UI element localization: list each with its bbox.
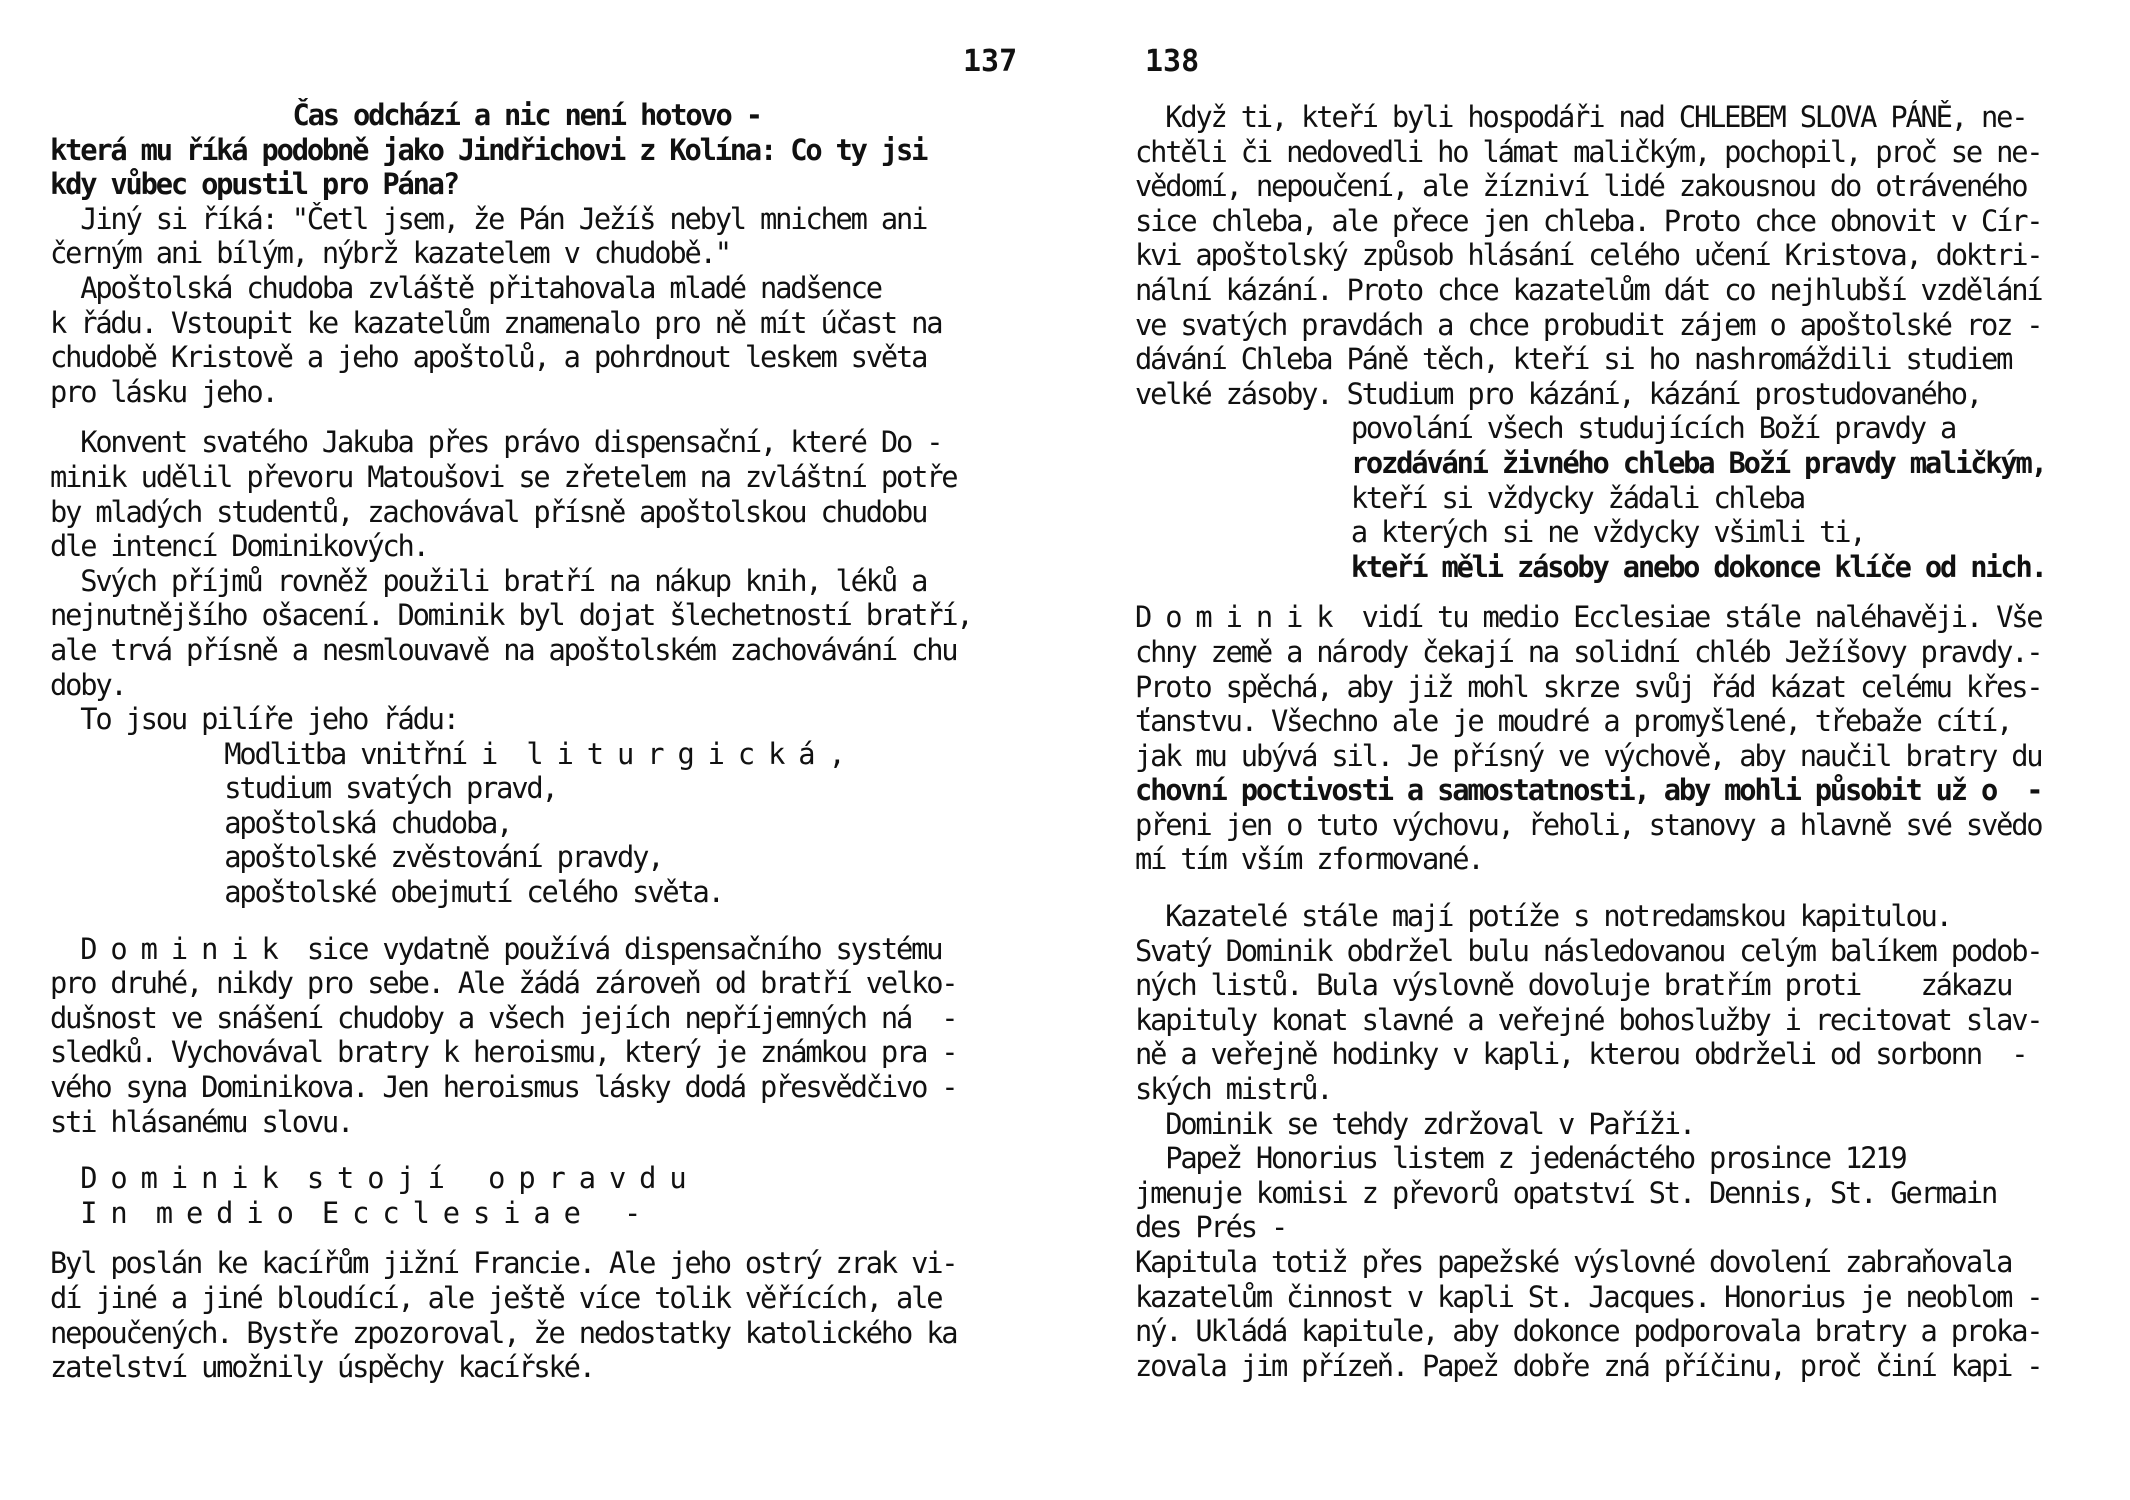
text-line: a kterých si ne vždycky všimli ti,	[1350, 515, 1865, 550]
text-line: zatelství umožnily úspěchy kacířské.	[50, 1350, 594, 1385]
text-line: Dominik se tehdy zdržoval v Paříži.	[1135, 1106, 1694, 1141]
text-line: chny země a národy čekají na solidní chléb Ježíšovy pravdy.-	[1135, 634, 2042, 669]
list-item: apoštolská chudoba,	[224, 805, 512, 840]
text-line: D o m i n i k sice vydatně používá dispensačního systému	[50, 931, 942, 966]
text-line: doby.	[50, 667, 126, 702]
text-line: des Prés -	[1135, 1210, 1287, 1245]
chapter-title: Čas odchází a nic není hotovo -	[292, 98, 761, 132]
text-line: Apoštolská chudoba zvláště přitahovala mladé nadšence	[50, 270, 881, 305]
text-line: nejnutnějšího ošacení. Dominik byl dojat šlechetností bratří,	[50, 598, 972, 633]
text-line: která mu říká podobně jako Jindřichovi z Kolína: Co ty jsi	[50, 132, 927, 167]
text-line: dí jiné a jiné bloudící, ale ještě více tolik věřících, ale	[50, 1281, 942, 1315]
right-page	[1135, 0, 2130, 1500]
text-line: To jsou pilíře jeho řádu:	[50, 702, 458, 737]
text-line: kapituly konat slavné a veřejné bohoslužby i recitovat slav-	[1135, 1002, 2042, 1037]
text-line: dle intencí Dominikových.	[50, 529, 428, 564]
text-line: ve svatých pravdách a chce probudit zájem o apoštolské roz -	[1135, 307, 2042, 342]
text-line: by mladých studentů, zachovával přísně apoštolskou chudobu	[50, 494, 927, 529]
text-line: ný. Ukládá kapitule, aby dokonce podporovala bratry a proka-	[1135, 1314, 2042, 1349]
page-number: 137	[963, 44, 1018, 79]
page-text	[1135, 100, 2130, 1383]
page-text	[50, 90, 1060, 1385]
text-line: Svých příjmů rovněž použili bratří na nákup knih, léků a	[50, 563, 927, 598]
text-line: jmenuje komisi z převorů opatství St. Dennis, St. Germain	[1135, 1175, 1997, 1210]
text-line: kdy vůbec opustil pro Pána?	[50, 167, 458, 202]
text-line: ných listů. Bula výslovně dovoluje bratřím proti zákazu	[1135, 968, 2012, 1003]
text-line: povolání všech studujících Boží pravdy a	[1350, 411, 1956, 446]
text-line: vého syna Dominikova. Jen heroismus lásky dodá přesvědčivo -	[50, 1070, 957, 1105]
text-line: Když ti, kteří byli hospodáři nad CHLEBEM SLOVA PÁNĚ, ne-	[1135, 100, 2027, 134]
text-line: Papež Honorius listem z jedenáctého prosince 1219	[1135, 1141, 1906, 1176]
text-line: mí tím vším zformované.	[1135, 842, 1483, 877]
list-item: Modlitba vnitřní i l i t u r g i c k á ,	[224, 736, 844, 771]
text-line: Jiný si říká: "Četl jsem, že Pán Ježíš nebyl mnichem ani	[50, 201, 927, 236]
text-line: ně a veřejně hodinky v kapli, kterou obdrželi od sorbonn -	[1135, 1037, 2027, 1072]
text-line: dušnost ve snášení chudoby a všech jejích nepříjemných ná -	[50, 1000, 957, 1035]
text-line: chtěli či nedovedli ho lámat maličkým, pochopil, proč se ne-	[1135, 134, 2042, 169]
text-line: pro lásku jeho.	[50, 374, 277, 409]
text-line: pro druhé, nikdy pro sebe. Ale žádá zároveň od bratří velko-	[50, 966, 957, 1001]
text-line: kteří si vždycky žádali chleba	[1350, 480, 1805, 515]
text-line: zovala jim přízeň. Papež dobře zná příčinu, proč činí kapi -	[1135, 1348, 2042, 1383]
text-line: dávání Chleba Páně těch, kteří si ho nashromáždili studiem	[1135, 342, 2012, 377]
list-item: studium svatých pravd,	[224, 771, 557, 806]
text-line: chovní poctivosti a samostatnosti, aby mohli působit už o -	[1135, 773, 2042, 808]
text-line: kteří měli zásoby anebo dokonce klíče od nich.	[1350, 549, 2046, 584]
text-line: sice chleba, ale přece jen chleba. Proto chce obnovit v Cír-	[1135, 203, 2042, 238]
text-line: Byl poslán ke kacířům jižní Francie. Ale jeho ostrý zrak vi-	[50, 1246, 957, 1281]
list-item: apoštolské obejmutí celého světa.	[224, 875, 723, 910]
text-line: Kazatelé stále mají potíže s notredamskou kapitulou.	[1135, 899, 1951, 934]
text-line: Kapitula totiž přes papežské výslovné dovolení zabraňovala	[1135, 1245, 2012, 1279]
text-line: chudobě Kristově a jeho apoštolů, a pohrdnout leskem světa	[50, 340, 927, 375]
text-line: vědomí, nepoučení, ale žízniví lidé zakousnou do otráveného	[1135, 169, 2027, 204]
section-heading: D o m i n i k s t o j í o p r a v d u	[50, 1161, 685, 1196]
text-line: Konvent svatého Jakuba přes právo dispensační, které Do -	[50, 425, 942, 460]
text-line: k řádu. Vstoupit ke kazatelům znamenalo pro ně mít účast na	[50, 305, 942, 340]
list-item: apoštolské zvěstování pravdy,	[224, 840, 663, 875]
text-line: Svatý Dominik obdržel bulu následovanou celým balíkem podob-	[1135, 933, 2042, 968]
text-line: sledků. Vychovával bratry k heroismu, který je známkou pra -	[50, 1035, 957, 1070]
text-line: rozdávání živného chleba Boží pravdy maličkým,	[1350, 445, 2046, 480]
section-heading: I n m e d i o E c c l e s i a e -	[50, 1195, 640, 1230]
page-number: 138	[1145, 44, 1200, 79]
text-line: kazatelům činnost v kapli St. Jacques. Honorius je neoblom -	[1135, 1279, 2042, 1314]
text-line: ťanstvu. Všechno ale je moudré a promyšlené, třebaže cítí,	[1135, 704, 2012, 739]
text-line: černým ani bílým, nýbrž kazatelem v chudobě."	[50, 236, 730, 271]
text-line: nepoučených. Bystře zpozoroval, že nedostatky katolického ka	[50, 1315, 957, 1350]
text-line: kvi apoštolský způsob hlásání celého učení Kristova, doktri-	[1135, 238, 2042, 273]
left-page	[50, 0, 1060, 1500]
text-line: D o m i n i k vidí tu medio Ecclesiae stále naléhavěji. Vše	[1135, 600, 2042, 635]
text-line: jak mu ubývá sil. Je přísný ve výchově, aby naučil bratry du	[1135, 738, 2042, 773]
text-line: sti hlásanému slovu.	[50, 1104, 353, 1139]
text-line: přeni jen o tuto výchovu, řeholi, stanovy a hlavně své svědo	[1135, 807, 2042, 842]
text-line: nální kázání. Proto chce kazatelům dát co nejhlubší vzdělání	[1135, 272, 2042, 307]
text-line: velké zásoby. Studium pro kázání, kázání prostudovaného,	[1135, 376, 1981, 411]
text-line: Proto spěchá, aby již mohl skrze svůj řád kázat celému křes-	[1135, 669, 2042, 704]
text-line: ale trvá přísně a nesmlouvavě na apoštolském zachovávání chu	[50, 632, 957, 667]
text-line: ských mistrů.	[1135, 1072, 1332, 1107]
text-line: minik udělil převoru Matoušovi se zřetelem na zvláštní potře	[50, 459, 957, 494]
